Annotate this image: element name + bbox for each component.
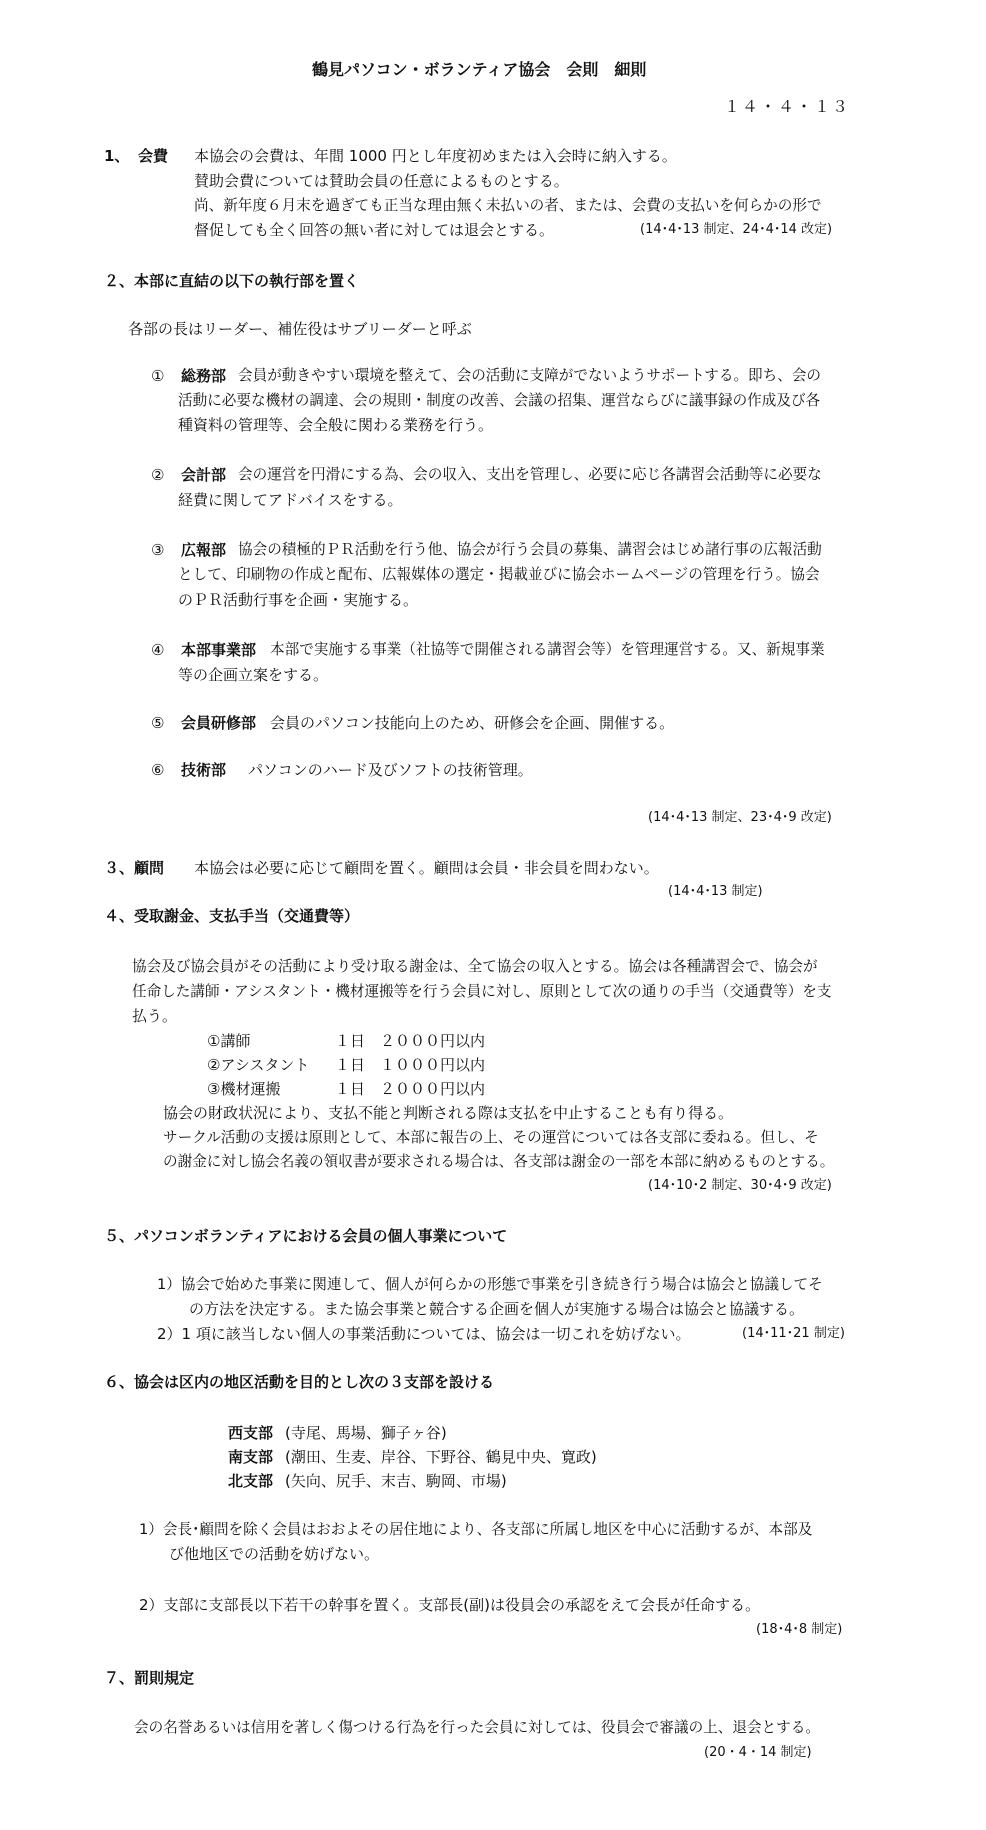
pay-label: ③機材運搬	[207, 1080, 281, 1098]
department-name: 広報部	[181, 541, 227, 559]
text-line: 1）会長･顧問を除く会員はおおよその居住地により、各支部に所属し地区を中心に活動するが、本部及	[139, 1521, 813, 1538]
text-line: 協会及び協会員がその活動により受け取る謝金は、全て協会の収入とする。協会は各種講習会で、協会が	[132, 958, 818, 975]
pay-amount: １日 ２０００円以内	[335, 1032, 486, 1050]
section-number: 1、	[104, 147, 130, 165]
text-line: 会の運営を円滑にする為、会の収入、支出を管理し、必要に応じ各講習会活動等に必要な	[238, 466, 822, 483]
text-line: 会員が動きやすい環境を整えて、会の活動に支障がでないようサポートする。即ち、会の	[238, 367, 822, 384]
revision-note: (14･4･13 制定、23･4･9 改定)	[648, 810, 832, 825]
text-line: 会の名誉あるいは信用を著しく傷つける行為を行った会員に対しては、役員会で審議の上、退会とする。	[134, 1719, 820, 1736]
text-line: 払う。	[132, 1007, 178, 1025]
revision-note: (14･11･21 制定)	[742, 1326, 845, 1341]
text-line: 会員のパソコン技能向上のため、研修会を企画、開催する。	[270, 714, 675, 732]
list-item-number: ⑥	[151, 761, 165, 779]
text-line: 活動に必要な機材の調達、会の規則・制度の改善、会議の招集、運営ならびに議事録の作成及び各	[178, 392, 821, 409]
text-line: 任命した講師・アシスタント・機材運搬等を行う会員に対し、原則として次の通りの手当（交通費等）を支	[132, 983, 832, 1000]
text-line: として、印刷物の作成と配布、広報媒体の選定・掲載並びに協会ホームページの管理を行う。協会	[178, 566, 820, 583]
text-line: の謝金に対し協会名義の領収書が要求される場合は、各支部は謝金の一部を本部に納めるものとする。	[163, 1153, 835, 1170]
text-line: サークル活動の支援は原則として、本部に報告の上、その運営については各支部に委ねる。但し、そ	[163, 1129, 819, 1146]
branch-name: 西支部	[228, 1424, 274, 1442]
branch-areas: (寺尾、馬場、獅子ヶ谷)	[285, 1424, 447, 1442]
text-line: 本部で実施する事業（社協等で開催される講習会等）を管理運営する。又、新規事業	[270, 641, 825, 658]
text-line: 尚、新年度６月末を過ぎても正当な理由無く未払いの者、または、会費の支払いを何らかの形で	[194, 197, 822, 214]
pay-label: ①講師	[207, 1032, 251, 1050]
section-heading: ２、本部に直結の以下の執行部を置く	[104, 272, 360, 290]
document-date: １４・４・１３	[724, 97, 851, 116]
page-title: 鶴見パソコン・ボランティア協会 会則 細則	[312, 60, 647, 79]
department-name: 本部事業部	[181, 641, 257, 659]
list-item-number: ④	[151, 641, 165, 659]
text-line: 協会の積極的ＰＲ活動を行う他、協会が行う会員の募集、講習会はじめ諸行事の広報活動	[238, 541, 822, 558]
section-number: ３、	[104, 859, 135, 877]
department-name: 会計部	[181, 466, 227, 484]
department-name: 会員研修部	[181, 714, 257, 732]
list-item-number: ①	[151, 367, 165, 385]
branch-name: 北支部	[228, 1472, 274, 1490]
text-line: パソコンのハード及びソフトの技術管理。	[248, 761, 533, 779]
revision-note: (18･4･8 制定)	[756, 1622, 843, 1637]
text-line: 等の企画立案をする。	[178, 666, 329, 684]
section-heading: ５、パソコンボランティアにおける会員の個人事業について	[104, 1227, 508, 1245]
section-heading: ４、受取謝金、支払手当（交通費等）	[104, 907, 360, 925]
text-line: 2）1 項に該当しない個人の事業活動については、協会は一切これを妨げない。	[157, 1325, 691, 1343]
department-name: 総務部	[181, 367, 227, 385]
section-heading: ７、罰則規定	[104, 1669, 195, 1687]
list-item-number: ⑤	[151, 714, 165, 732]
section-heading: 顧問	[134, 859, 165, 877]
department-name: 技術部	[181, 761, 227, 779]
revision-note: (20・4・14 制定)	[704, 1745, 812, 1760]
revision-note: (14･10･2 制定、30･4･9 改定)	[648, 1178, 832, 1193]
section-intro: 各部の長はリーダー、補佐役はサブリーダーと呼ぶ	[128, 320, 472, 338]
pay-amount: １日 １０００円以内	[335, 1056, 486, 1074]
text-line: 賛助会費については賛助会員の任意によるものとする。	[194, 172, 569, 190]
text-line: 種資料の管理等、会全般に関わる業務を行う。	[178, 416, 494, 434]
text-line: 1）協会で始めた事業に関連して、個人が何らかの形態で事業を引き続き行う場合は協会と協議してそ	[157, 1276, 823, 1293]
branch-name: 南支部	[228, 1448, 274, 1466]
branch-areas: (潮田、生麦、岸谷、下野谷、鶴見中央、寛政)	[285, 1448, 597, 1466]
text-line: 本協会は必要に応じて顧問を置く。顧問は会員・非会員を問わない。	[194, 859, 659, 877]
pay-label: ②アシスタント	[207, 1056, 310, 1074]
revision-note: (14･4･13 制定)	[668, 884, 763, 899]
section-heading: ６、協会は区内の地区活動を目的とし次の３支部を設ける	[104, 1373, 495, 1391]
text-line: のＰＲ活動行事を企画・実施する。	[178, 591, 419, 609]
text-line: び他地区での活動を妨げない。	[169, 1545, 380, 1563]
branch-areas: (矢向、尻手、末吉、駒岡、市場)	[285, 1472, 507, 1490]
text-line: 協会の財政状況により、支払不能と判断される際は支払を中止することも有り得る。	[163, 1104, 734, 1122]
revision-note: (14･4･13 制定、24･4･14 改定)	[640, 222, 833, 237]
text-line: 督促しても全く回答の無い者に対しては退会とする。	[194, 221, 555, 239]
text-line: 本協会の会費は、年間 1000 円とし年度初めまたは入会時に納入する。	[194, 147, 677, 165]
list-item-number: ③	[151, 541, 165, 559]
text-line: 経費に関してアドバイスをする。	[178, 491, 403, 509]
list-item-number: ②	[151, 466, 165, 484]
text-line: の方法を決定する。また協会事業と競合する企画を個人が実施する場合は協会と協議する。	[189, 1300, 805, 1318]
pay-amount: １日 ２０００円以内	[335, 1080, 486, 1098]
section-heading: 会費	[138, 147, 169, 165]
text-line: 2）支部に支部長以下若干の幹事を置く。支部長(副)は役員会の承認をえて会長が任命する。	[139, 1596, 760, 1614]
